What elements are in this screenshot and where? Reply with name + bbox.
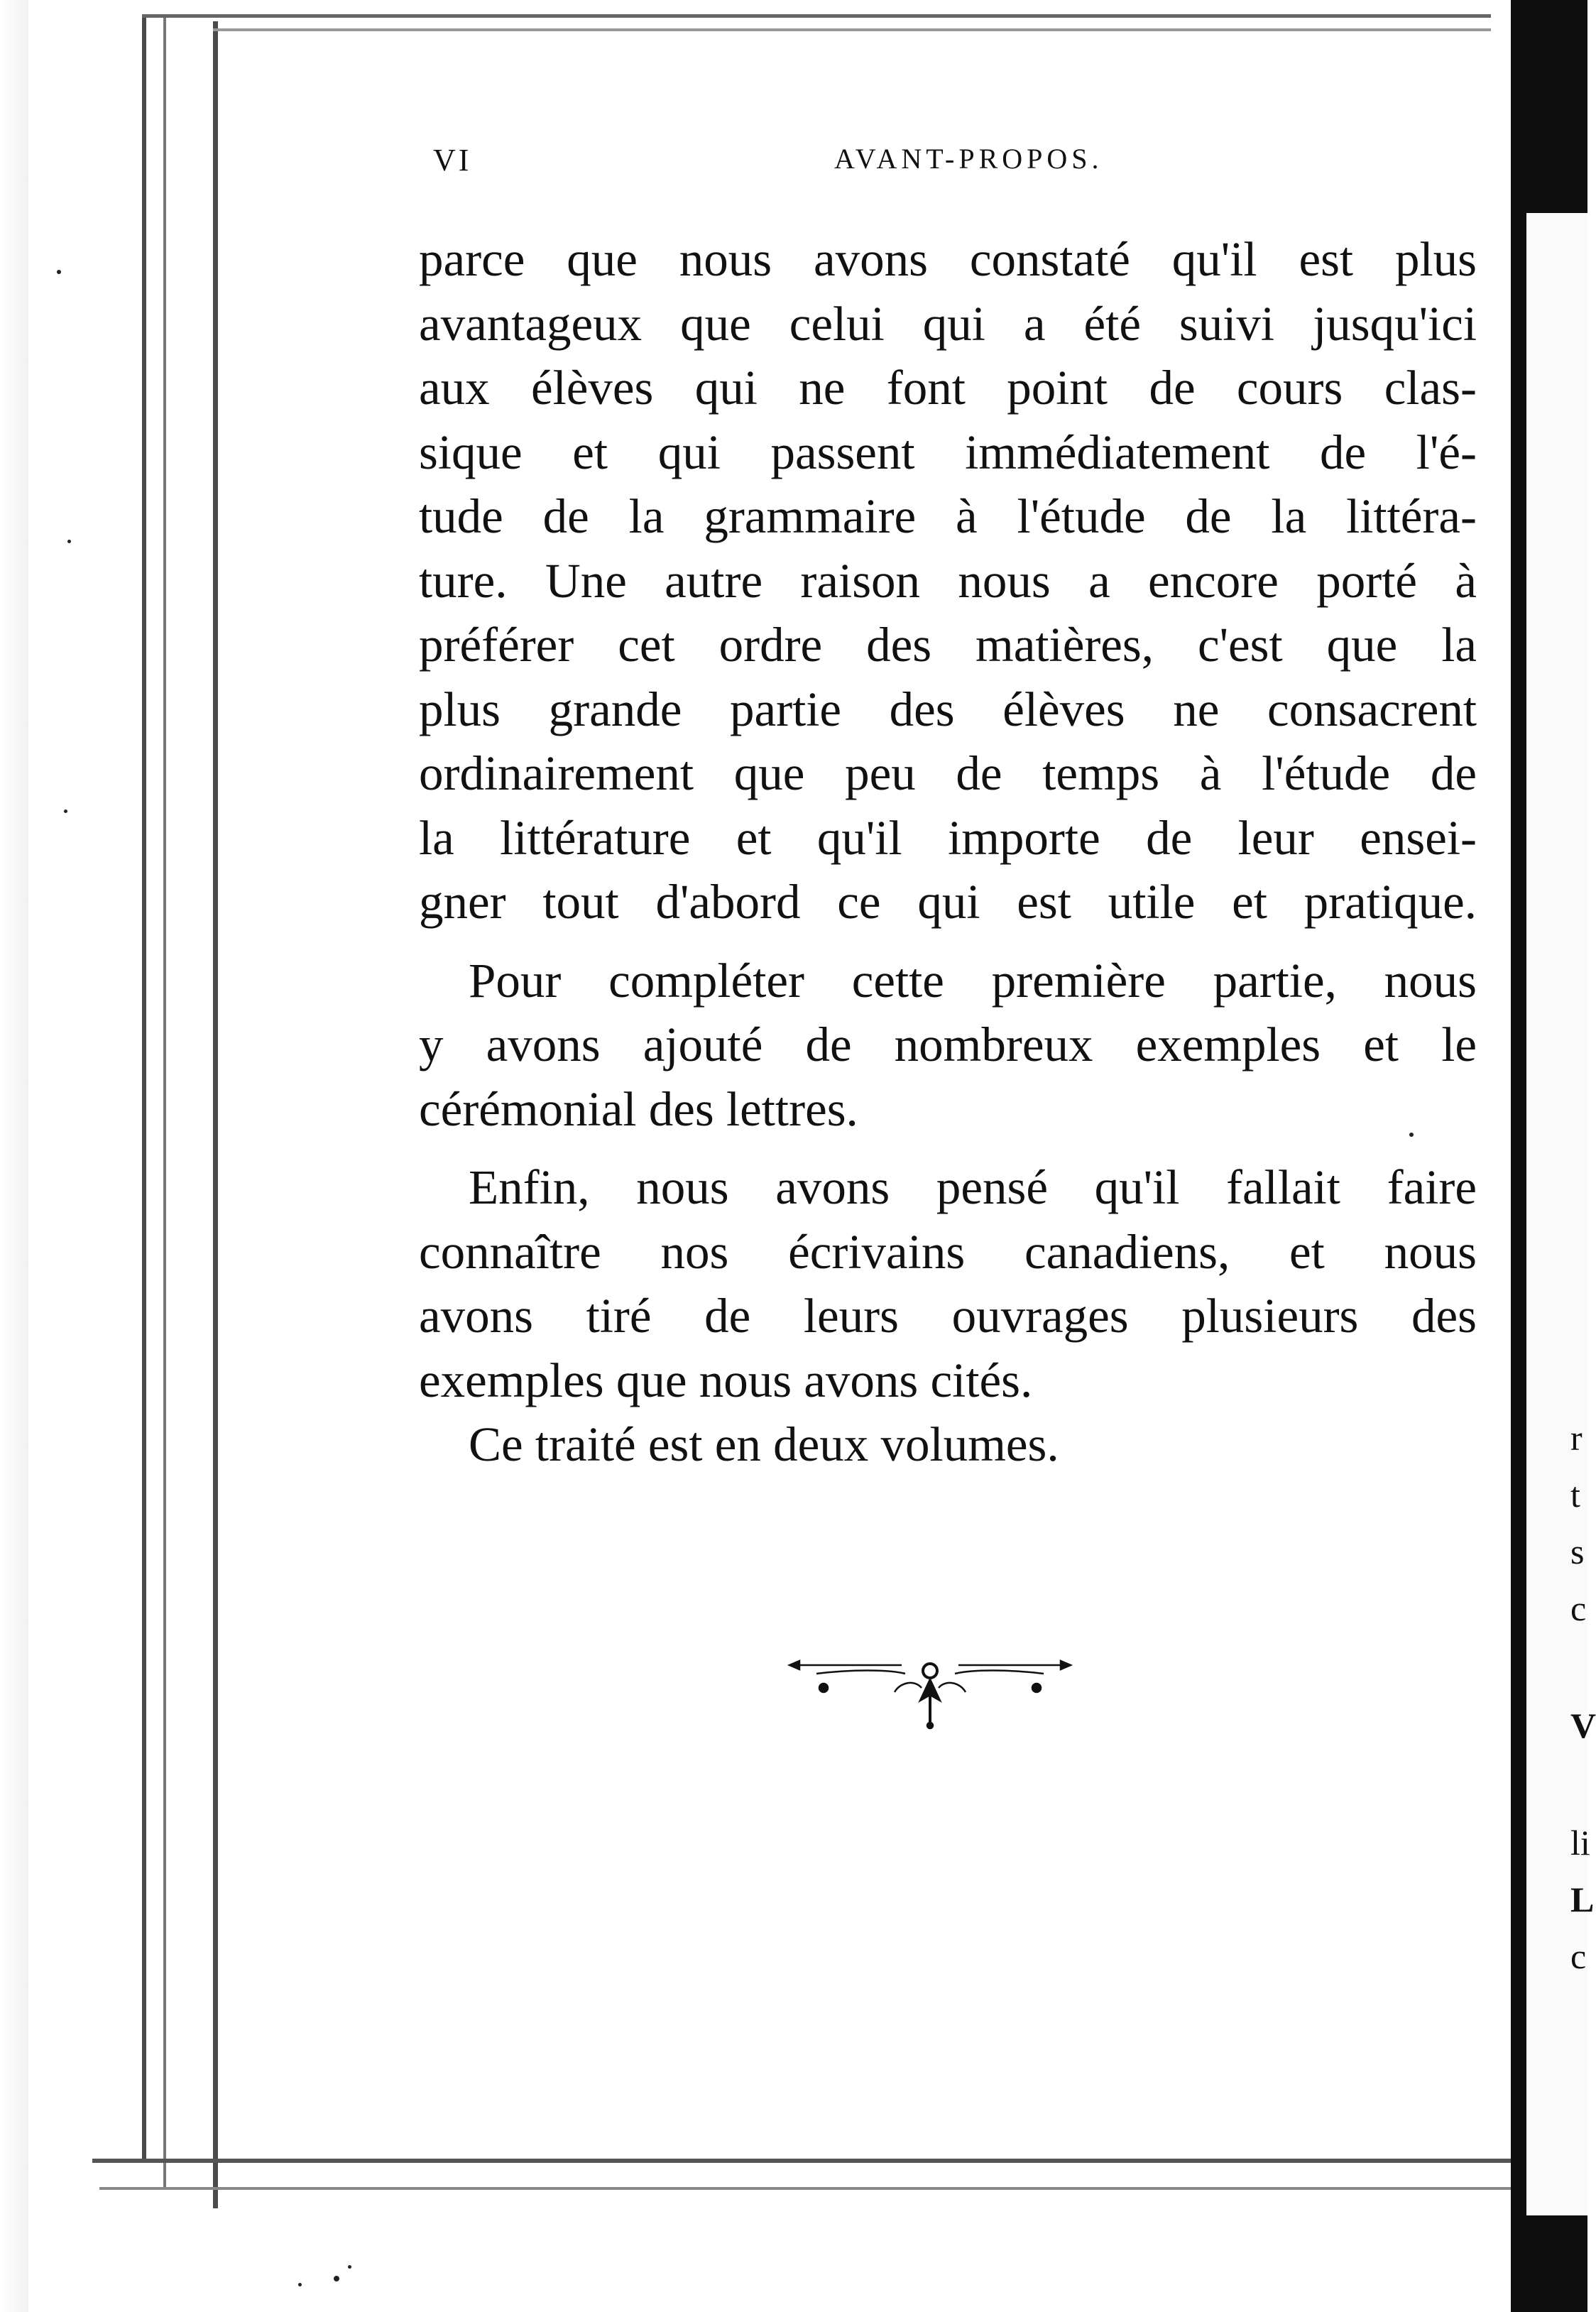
scan-speck	[298, 2283, 302, 2286]
text-line: exemples que nous avons cités.	[419, 1353, 1033, 1407]
page-header	[0, 142, 1587, 185]
scan-speck	[1409, 1133, 1414, 1137]
body-text	[419, 227, 1477, 1477]
text-line: Pour compléter cette première partie, nous	[469, 953, 1477, 1008]
text-line: avantageux que celui qui a été suivi jusqu'ici	[419, 296, 1477, 351]
running-head: AVANT-PROPOS.	[834, 143, 1103, 175]
text-line: connaître nos écrivains canadiens, et nous	[419, 1224, 1477, 1279]
facing-page-letter: V	[1570, 1706, 1596, 1745]
facing-page-letter: L	[1570, 1880, 1595, 1919]
text-line: Ce traité est en deux volumes.	[469, 1417, 1059, 1471]
text-line: y avons ajouté de nombreux exemples et le	[419, 1018, 1477, 1072]
scan-speck	[57, 270, 61, 274]
text-line: aux élèves qui ne font point de cours clas-	[419, 361, 1477, 415]
paragraph-1	[419, 227, 1477, 934]
paragraph-gap	[419, 1141, 1477, 1155]
text-line: la littérature et qu'il importe de leur ensei-	[419, 810, 1477, 865]
fleuron-ornament	[788, 1651, 1072, 1736]
scan-speck	[334, 2276, 339, 2281]
page-edge-line	[99, 2187, 1519, 2190]
paragraph-3	[419, 1155, 1477, 1412]
facing-page-letter: li	[1570, 1823, 1590, 1863]
page-edge-line	[213, 28, 1491, 31]
gutter-shadow	[0, 0, 28, 2312]
text-line: gner tout d'abord ce qui est utile et pratique.	[419, 875, 1477, 929]
page-number: VI	[433, 143, 472, 178]
scan-speck	[348, 2265, 351, 2269]
text-line: ture. Une autre raison nous a encore porté à	[419, 553, 1477, 608]
scan-speck	[67, 540, 71, 543]
text-line: plus grande partie des élèves ne consacrent	[419, 682, 1477, 736]
page-edge-line	[92, 2159, 1512, 2163]
text-line: sique et qui passent immédiatement de l'é-	[419, 425, 1477, 479]
paragraph-gap	[419, 934, 1477, 949]
facing-page-letter: r	[1570, 1418, 1583, 1458]
facing-page-letter: c	[1570, 1588, 1587, 1628]
paragraph-2	[419, 949, 1477, 1142]
text-line: parce que nous avons constaté qu'il est plus	[419, 232, 1477, 286]
text-line: Enfin, nous avons pensé qu'il fallait faire	[469, 1160, 1477, 1214]
facing-page-letter: s	[1570, 1532, 1585, 1571]
scan-speck	[64, 809, 67, 813]
page-edge-line	[213, 21, 218, 2208]
text-line: tude de la grammaire à l'étude de la littéra-	[419, 489, 1477, 543]
paragraph-4	[419, 1412, 1477, 1477]
page-edge-line	[163, 14, 166, 2187]
text-line: avons tiré de leurs ouvrages plusieurs des	[419, 1289, 1477, 1343]
page-edge-line	[142, 14, 1491, 18]
facing-page-letter: t	[1570, 1475, 1580, 1515]
facing-page-letter: c	[1570, 1936, 1587, 1976]
text-line: ordinairement que peu de temps à l'étude de	[419, 746, 1477, 800]
text-line: cérémonial des lettres.	[419, 1081, 858, 1136]
text-line: préférer cet ordre des matières, c'est que la	[419, 618, 1477, 672]
page-edge-line	[142, 14, 146, 2159]
